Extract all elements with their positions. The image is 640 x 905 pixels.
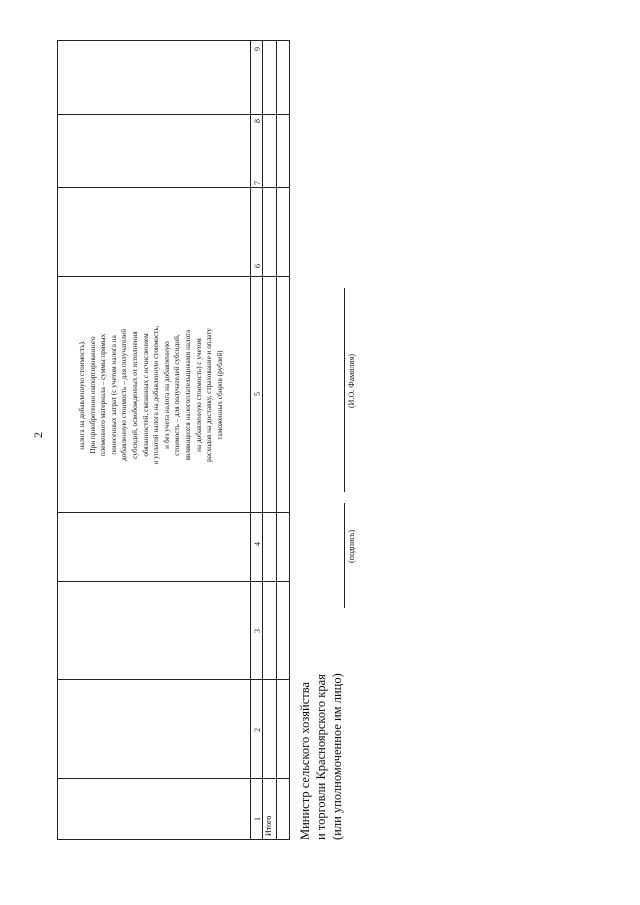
column-separator-5 bbox=[57, 276, 290, 277]
total-row-top bbox=[262, 40, 263, 840]
column-separator-2 bbox=[57, 679, 290, 680]
column-separator-4 bbox=[57, 512, 290, 513]
column-separator-1 bbox=[57, 778, 290, 779]
table-border-left bbox=[57, 839, 290, 840]
signature-block bbox=[297, 40, 417, 840]
column-number-2: 2 bbox=[253, 728, 262, 732]
column-number-6: 6 bbox=[253, 264, 262, 268]
total-label: Итого bbox=[264, 815, 273, 836]
column-number-7: 7 bbox=[253, 181, 262, 185]
name-line bbox=[344, 288, 345, 492]
table-border-bottom bbox=[289, 40, 290, 840]
table-border-top bbox=[57, 40, 58, 840]
page-number: 2 bbox=[31, 432, 45, 438]
column-number-3: 3 bbox=[253, 629, 262, 633]
column-5-header-text: налога на добавленную стоимость). При приобретении импортированного племенного материала – суммы прямых понесенных затрат (с учетом налога на добавленную стоимость – для получателей субсидий, освобожденных от исполнения обязанностей, связанных с исчислением и уплатой налога на добавленную стоимость, и без учета налога на добавленную стоимость – для получателей субсидий, являющихся налогоплательщиками налога на добавленную стоимость) с учетом расходов на доставку, страхование и оплату таможенных сборов (рублей) bbox=[78, 325, 224, 465]
table-border-right bbox=[57, 40, 290, 41]
column-number-9: 9 bbox=[253, 47, 262, 51]
subsidy-table bbox=[57, 40, 290, 840]
total-row-bottom bbox=[276, 40, 277, 840]
signature-caption: (подпись) bbox=[347, 529, 356, 563]
column-number-4: 4 bbox=[253, 542, 262, 546]
signature-line bbox=[344, 503, 345, 608]
minister-title: Министр сельского хозяйства и торговли Красноярского края (или уполномоченное им лицо) bbox=[298, 673, 344, 840]
column-number-8: 8 bbox=[253, 119, 262, 123]
rotated-page-content bbox=[40, 40, 640, 840]
column-number-5: 5 bbox=[253, 392, 262, 396]
column-number-1: 1 bbox=[253, 817, 262, 821]
column-separator-3 bbox=[57, 581, 290, 582]
name-caption: (И.О. Фамилия) bbox=[347, 353, 356, 408]
